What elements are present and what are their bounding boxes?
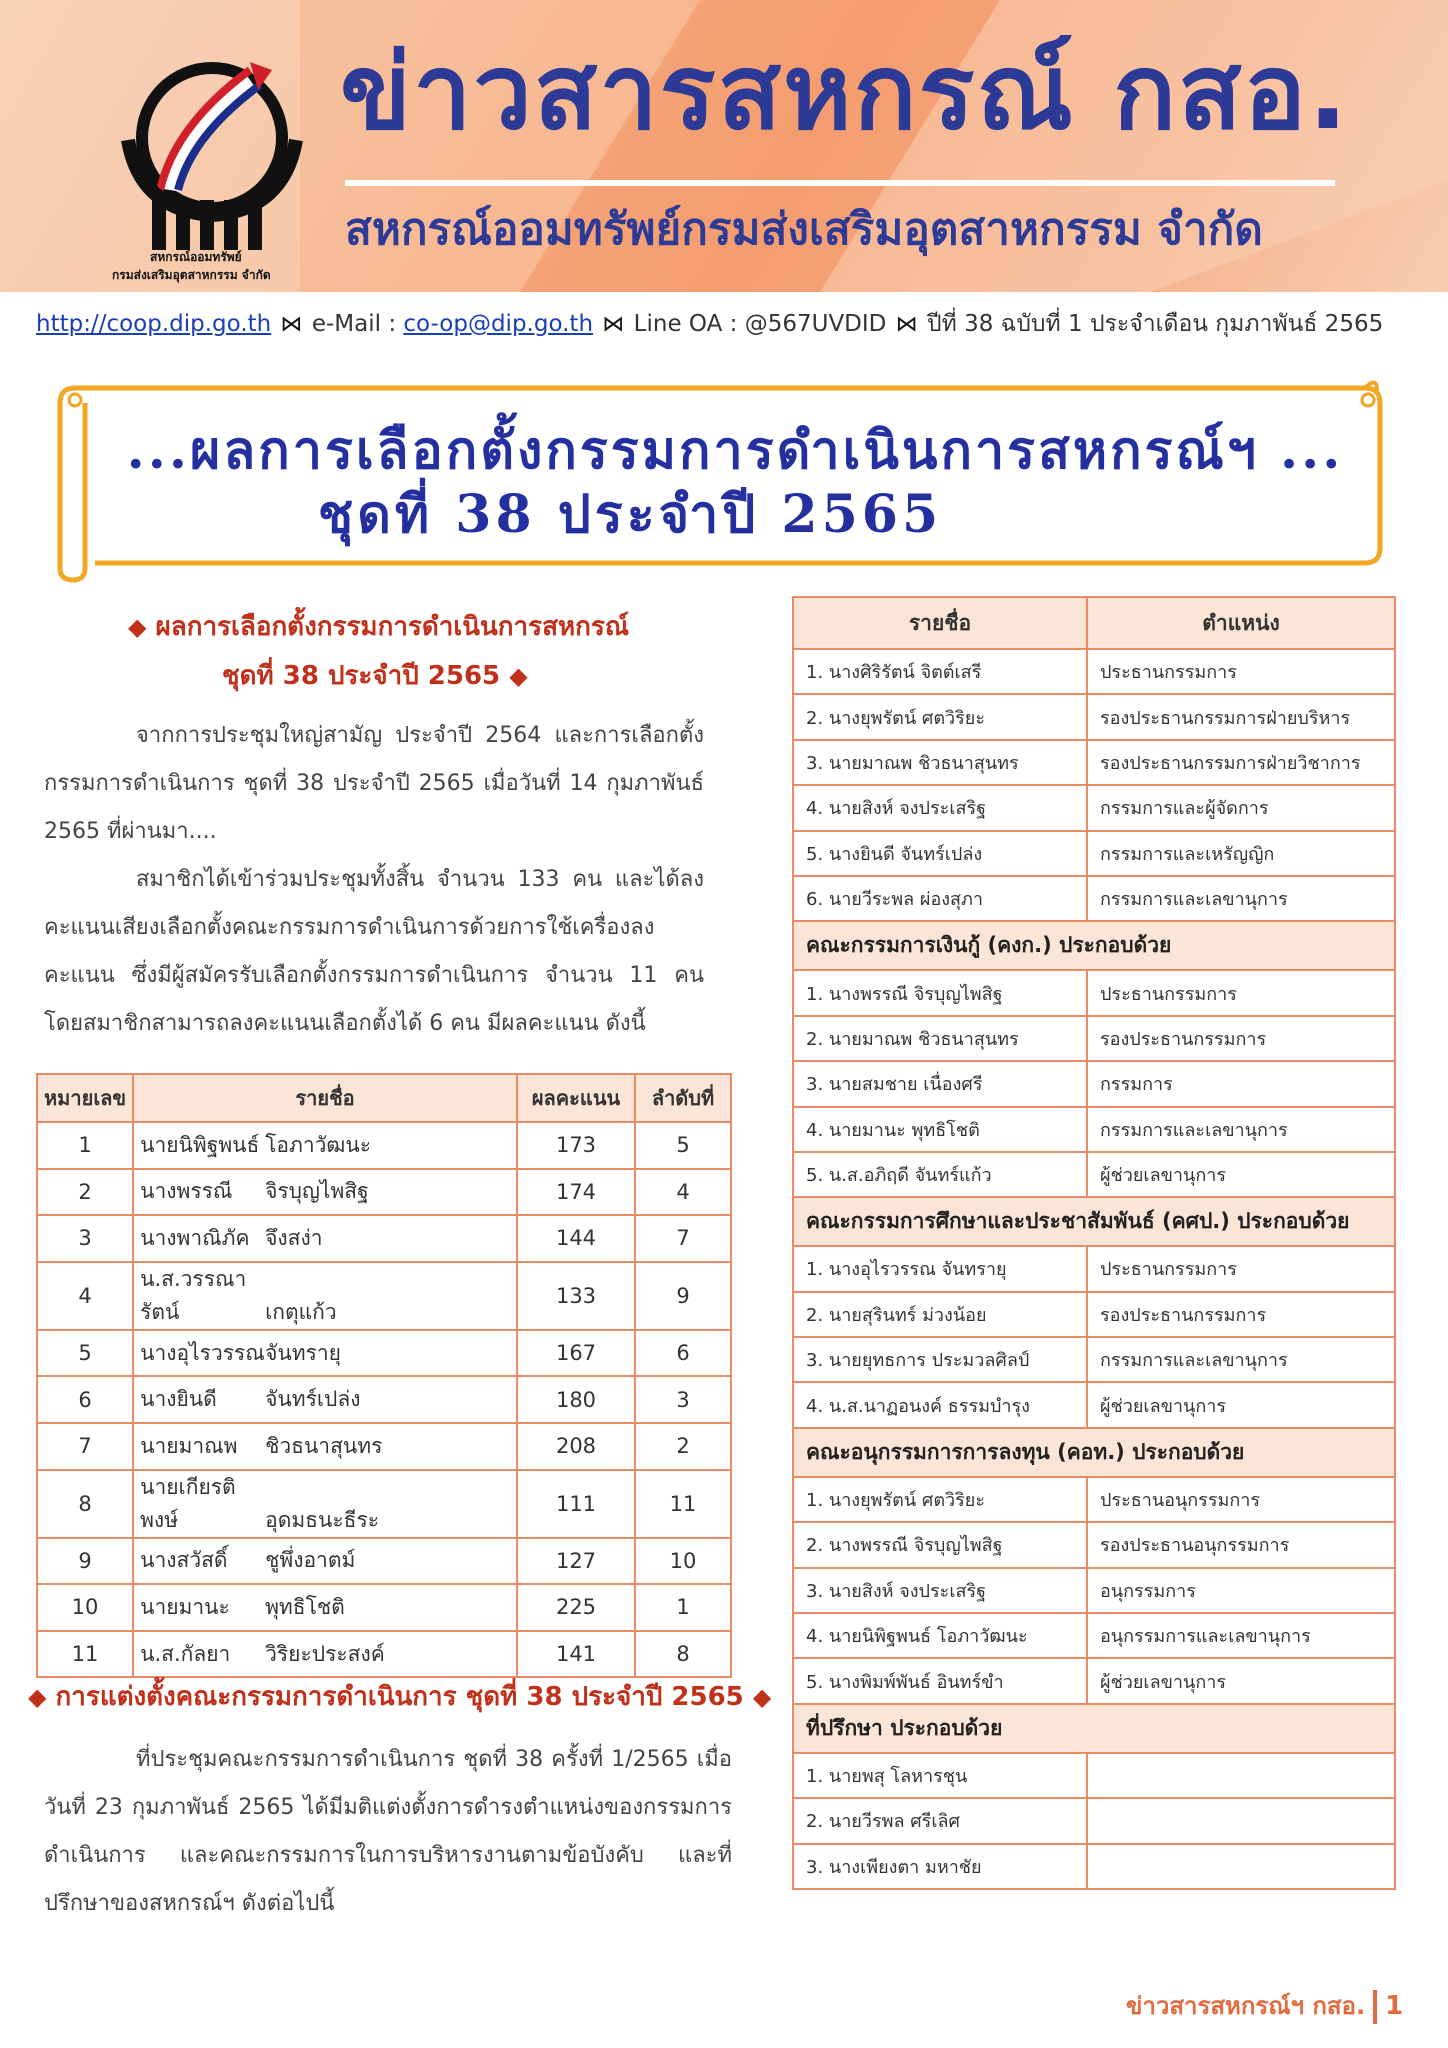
election-heading bbox=[128, 606, 629, 647]
candidate-rank: 3 bbox=[635, 1376, 731, 1423]
group-header-row bbox=[793, 1704, 1395, 1753]
candidate-name bbox=[133, 1169, 517, 1216]
results-table bbox=[36, 1073, 732, 1678]
member-name: 2. นางยุพรัตน์ ศตวิริยะ bbox=[793, 694, 1087, 739]
table-row bbox=[793, 1337, 1395, 1382]
committee-table bbox=[792, 596, 1396, 1890]
member-name: 2. นายสุรินทร์ ม่วงน้อย bbox=[793, 1292, 1087, 1337]
election-paragraphs bbox=[44, 712, 704, 1048]
table-row bbox=[793, 1477, 1395, 1522]
candidate-firstname: น.ส.วรรณารัตน์ bbox=[140, 1266, 247, 1324]
member-position: รองประธานกรรมการ bbox=[1087, 1292, 1395, 1337]
appointment-heading-text: การแต่งตั้งคณะกรรมการดำเนินการ ชุดที่ 38 ประจำปี 2565 bbox=[55, 1682, 744, 1712]
candidate-surname: อุดมธนะธีระ bbox=[265, 1507, 380, 1532]
group-header-row bbox=[793, 921, 1395, 970]
candidate-number: 8 bbox=[37, 1470, 133, 1538]
candidate-score: 208 bbox=[517, 1423, 635, 1470]
member-position: ประธานกรรมการ bbox=[1087, 1246, 1395, 1291]
candidate-score: 144 bbox=[517, 1215, 635, 1262]
member-position: ประธานกรรมการ bbox=[1087, 649, 1395, 694]
table-row bbox=[37, 1376, 731, 1423]
candidate-rank: 10 bbox=[635, 1538, 731, 1585]
candidate-rank: 4 bbox=[635, 1169, 731, 1216]
table-row bbox=[793, 1382, 1395, 1427]
candidate-surname: จันทร์เปล่ง bbox=[265, 1387, 361, 1412]
table-row bbox=[793, 1658, 1395, 1703]
bow-icon: ⋈ bbox=[280, 312, 303, 337]
committee-body bbox=[793, 649, 1395, 1889]
member-position: กรรมการและเลขานุการ bbox=[1087, 1337, 1395, 1382]
candidate-surname: โอภาวัฒนะ bbox=[265, 1132, 372, 1157]
table-row bbox=[37, 1215, 731, 1262]
candidate-firstname: นายเกียรติพงษ์ bbox=[140, 1474, 236, 1532]
candidate-name bbox=[133, 1584, 517, 1631]
member-name: 1. นายพสุ โลหารชุน bbox=[793, 1753, 1087, 1798]
candidate-firstname: นางสวัสดิ์ bbox=[140, 1548, 228, 1573]
candidate-firstname: นายนิพิฐพนธ์ bbox=[140, 1132, 260, 1157]
table-row bbox=[793, 694, 1395, 739]
member-position: กรรมการและเลขานุการ bbox=[1087, 1107, 1395, 1152]
group-title: คณะกรรมการเงินกู้ (คงก.) ประกอบด้วย bbox=[793, 921, 1395, 970]
election-para-1: จากการประชุมใหญ่สามัญ ประจำปี 2564 และการเลือกตั้งกรรมการดำเนินการ ชุดที่ 38 ประจำปี 2565 เมื่อวันที่ 14 กุมภาพันธ์ 2565 ที่ผ่านมา.... bbox=[44, 723, 704, 844]
candidate-score: 167 bbox=[517, 1330, 635, 1377]
member-name: 5. น.ส.อภิฤดี จันทร์แก้ว bbox=[793, 1152, 1087, 1197]
website-link[interactable]: http://coop.dip.go.th bbox=[36, 311, 272, 337]
appointment-paragraph bbox=[44, 1736, 732, 1928]
table-row bbox=[37, 1470, 731, 1538]
candidate-surname: พุทธิโชติ bbox=[265, 1594, 345, 1619]
diamond-icon: ◆ bbox=[509, 662, 528, 690]
table-row bbox=[793, 1613, 1395, 1658]
logo-caption-1: สหกรณ์ออมทรัพย์ bbox=[150, 250, 242, 264]
table-row bbox=[793, 1798, 1395, 1843]
election-para-2: สมาชิกได้เข้าร่วมประชุมทั้งสิ้น จำนวน 133 คน และได้ลงคะแนนเสียงเลือกตั้งคณะกรรมการดำเนินการด้วยการใช้เครื่องลงคะแนน ซึ่งมีผู้สมัครรับเลือกตั้งกรรมการดำเนินการ จำนวน 11 คน โดยสมาชิกสามารถลงคะแนนเลือกตั้งได้ 6 คน มีผลคะแนน ดังนี้ bbox=[44, 867, 704, 1036]
candidate-number: 3 bbox=[37, 1215, 133, 1262]
candidate-firstname: นางอุไรวรรณ bbox=[140, 1340, 265, 1365]
member-position bbox=[1087, 1753, 1395, 1798]
member-name: 2. นายมาณพ ชิวธนาสุนทร bbox=[793, 1016, 1087, 1061]
member-name: 4. นายสิงห์ จงประเสริฐ bbox=[793, 785, 1087, 830]
table-row bbox=[37, 1423, 731, 1470]
candidate-firstname: นายมาณพ bbox=[140, 1433, 238, 1458]
candidate-score: 141 bbox=[517, 1631, 635, 1678]
group-header-row bbox=[793, 1428, 1395, 1477]
candidate-number: 4 bbox=[37, 1262, 133, 1330]
election-heading-text: ผลการเลือกตั้งกรรมการดำเนินการสหกรณ์ bbox=[155, 612, 629, 642]
member-name: 3. นายสมชาย เนื่องศรี bbox=[793, 1061, 1087, 1106]
candidate-surname: จิรบุญไพสิฐ bbox=[265, 1179, 369, 1204]
group-header-row bbox=[793, 1197, 1395, 1246]
candidate-name bbox=[133, 1376, 517, 1423]
col-committee-position: ตำแหน่ง bbox=[1087, 597, 1395, 649]
table-row bbox=[37, 1330, 731, 1377]
member-name: 4. นายนิพิฐพนธ์ โอภาวัฒนะ bbox=[793, 1613, 1087, 1658]
member-name: 1. นางยุพรัตน์ ศตวิริยะ bbox=[793, 1477, 1087, 1522]
member-name: 3. นายยุทธการ ประมวลศิลป์ bbox=[793, 1337, 1087, 1382]
table-row bbox=[793, 1016, 1395, 1061]
committee-header-row bbox=[793, 597, 1395, 649]
email-label: e-Mail : bbox=[311, 311, 397, 337]
member-position: รองประธานกรรมการฝ่ายบริหาร bbox=[1087, 694, 1395, 739]
col-name: รายชื่อ bbox=[133, 1074, 517, 1122]
diamond-icon: ◆ bbox=[128, 613, 147, 641]
group-title: ที่ปรึกษา ประกอบด้วย bbox=[793, 1704, 1395, 1753]
member-position: กรรมการและเหรัญญิก bbox=[1087, 831, 1395, 876]
footer-divider bbox=[1373, 1990, 1377, 2024]
table-row bbox=[793, 970, 1395, 1015]
table-row bbox=[793, 649, 1395, 694]
member-position: กรรมการ bbox=[1087, 1061, 1395, 1106]
member-name: 1. นางพรรณี จิรบุญไพสิฐ bbox=[793, 970, 1087, 1015]
candidate-rank: 7 bbox=[635, 1215, 731, 1262]
table-row bbox=[37, 1631, 731, 1678]
table-row bbox=[793, 1753, 1395, 1798]
member-position: รองประธานอนุกรรมการ bbox=[1087, 1522, 1395, 1567]
candidate-score: 133 bbox=[517, 1262, 635, 1330]
member-position bbox=[1087, 1798, 1395, 1843]
newsletter-title: ข่าวสารสหกรณ์ กสอ. bbox=[340, 31, 1350, 153]
appointment-heading bbox=[28, 1676, 771, 1717]
table-row bbox=[37, 1122, 731, 1169]
page-number: 1 bbox=[1385, 1991, 1404, 2021]
banner-title-line2: ชุดที่ 38 ประจำปี 2565 bbox=[317, 484, 943, 545]
election-heading-text-2: ชุดที่ 38 ประจำปี 2565 bbox=[222, 661, 501, 691]
member-name: 3. นางเพียงตา มหาชัย bbox=[793, 1844, 1087, 1889]
candidate-rank: 2 bbox=[635, 1423, 731, 1470]
candidate-firstname: นางพาณิภัค bbox=[140, 1225, 250, 1250]
candidate-rank: 11 bbox=[635, 1470, 731, 1538]
table-row bbox=[793, 1152, 1395, 1197]
candidate-name bbox=[133, 1262, 517, 1330]
results-header-row bbox=[37, 1074, 731, 1122]
member-name: 2. นางพรรณี จิรบุญไพสิฐ bbox=[793, 1522, 1087, 1567]
candidate-firstname: น.ส.กัลยา bbox=[140, 1641, 231, 1666]
candidate-name bbox=[133, 1330, 517, 1377]
member-position: ผู้ช่วยเลขานุการ bbox=[1087, 1382, 1395, 1427]
candidate-number: 11 bbox=[37, 1631, 133, 1678]
table-row bbox=[793, 1844, 1395, 1889]
candidate-score: 111 bbox=[517, 1470, 635, 1538]
appointment-para: ที่ประชุมคณะกรรมการดำเนินการ ชุดที่ 38 ครั้งที่ 1/2565 เมื่อวันที่ 23 กุมภาพันธ์ 2565 ได้มีมติแต่งตั้งการดำรงตำแหน่งของกรรมการดำเนินการ และคณะกรรมการในการบริหารงานตามข้อบังคับ และที่ปรึกษาของสหกรณ์ฯ ดังต่อไปนี้ bbox=[44, 1747, 732, 1916]
candidate-score: 225 bbox=[517, 1584, 635, 1631]
diamond-icon: ◆ bbox=[752, 1683, 772, 1711]
candidate-score: 180 bbox=[517, 1376, 635, 1423]
group-title: คณะอนุกรรมการการลงทุน (คอท.) ประกอบด้วย bbox=[793, 1428, 1395, 1477]
candidate-rank: 5 bbox=[635, 1122, 731, 1169]
member-name: 5. นางยินดี จันทร์เปล่ง bbox=[793, 831, 1087, 876]
candidate-number: 6 bbox=[37, 1376, 133, 1423]
candidate-score: 174 bbox=[517, 1169, 635, 1216]
col-rank: ลำดับที่ bbox=[635, 1074, 731, 1122]
member-name: 3. นายมาณพ ชิวธนาสุนทร bbox=[793, 740, 1087, 785]
candidate-surname: ชิวธนาสุนทร bbox=[265, 1433, 383, 1458]
candidate-surname: จึงสง่า bbox=[265, 1225, 323, 1250]
member-name: 2. นายวีรพล ศรีเลิศ bbox=[793, 1798, 1087, 1843]
candidate-rank: 8 bbox=[635, 1631, 731, 1678]
member-position: ประธานอนุกรรมการ bbox=[1087, 1477, 1395, 1522]
candidate-number: 5 bbox=[37, 1330, 133, 1377]
table-row bbox=[37, 1169, 731, 1216]
table-row bbox=[793, 876, 1395, 921]
member-name: 4. นายมานะ พุทธิโชติ bbox=[793, 1107, 1087, 1152]
table-row bbox=[37, 1538, 731, 1585]
candidate-firstname: นางยินดี bbox=[140, 1387, 217, 1412]
banner-title-line1: ...ผลการเลือกตั้งกรรมการดำเนินการสหกรณ์ฯ ... bbox=[126, 420, 1344, 481]
member-position: รองประธานกรรมการฝ่ายวิชาการ bbox=[1087, 740, 1395, 785]
member-position bbox=[1087, 1844, 1395, 1889]
candidate-number: 1 bbox=[37, 1122, 133, 1169]
election-heading-2 bbox=[222, 655, 528, 696]
table-row bbox=[793, 1292, 1395, 1337]
candidate-number: 2 bbox=[37, 1169, 133, 1216]
member-position: รองประธานกรรมการ bbox=[1087, 1016, 1395, 1061]
table-row bbox=[37, 1262, 731, 1330]
table-row bbox=[793, 1061, 1395, 1106]
candidate-firstname: นางพรรณี bbox=[140, 1179, 233, 1204]
candidate-rank: 6 bbox=[635, 1330, 731, 1377]
diamond-icon: ◆ bbox=[28, 1683, 47, 1711]
member-position: ประธานกรรมการ bbox=[1087, 970, 1395, 1015]
member-name: 1. นางศิริรัตน์ จิตต์เสรี bbox=[793, 649, 1087, 694]
line-oa: Line OA : @567UVDID bbox=[633, 311, 887, 337]
col-committee-name: รายชื่อ bbox=[793, 597, 1087, 649]
footer-label: ข่าวสารสหกรณ์ฯ กสอ. bbox=[1126, 1992, 1366, 2020]
col-number: หมายเลข bbox=[37, 1074, 133, 1122]
contact-line bbox=[36, 308, 1436, 341]
member-name: 1. นางอุไรวรรณ จันทรายุ bbox=[793, 1246, 1087, 1291]
bow-icon: ⋈ bbox=[602, 312, 625, 337]
table-row bbox=[793, 1107, 1395, 1152]
member-name: 3. นายสิงห์ จงประเสริฐ bbox=[793, 1568, 1087, 1613]
candidate-name bbox=[133, 1631, 517, 1678]
coop-logo bbox=[100, 40, 320, 290]
member-position: กรรมการและเลขานุการ bbox=[1087, 876, 1395, 921]
candidate-name bbox=[133, 1215, 517, 1262]
candidate-name bbox=[133, 1423, 517, 1470]
candidate-rank: 1 bbox=[635, 1584, 731, 1631]
candidate-number: 9 bbox=[37, 1538, 133, 1585]
page-footer bbox=[1126, 1986, 1403, 2025]
group-title: คณะกรรมการศึกษาและประชาสัมพันธ์ (คศป.) ประกอบด้วย bbox=[793, 1197, 1395, 1246]
candidate-number: 10 bbox=[37, 1584, 133, 1631]
candidate-number: 7 bbox=[37, 1423, 133, 1470]
member-position: ผู้ช่วยเลขานุการ bbox=[1087, 1152, 1395, 1197]
col-score: ผลคะแนน bbox=[517, 1074, 635, 1122]
table-row bbox=[793, 1246, 1395, 1291]
candidate-rank: 9 bbox=[635, 1262, 731, 1330]
candidate-score: 173 bbox=[517, 1122, 635, 1169]
candidate-name bbox=[133, 1470, 517, 1538]
member-position: อนุกรรมการ bbox=[1087, 1568, 1395, 1613]
bow-icon: ⋈ bbox=[895, 312, 918, 337]
logo-caption-2: กรมส่งเสริมอุตสาหกรรม จำกัด bbox=[112, 268, 271, 282]
candidate-name bbox=[133, 1122, 517, 1169]
member-name: 5. นางพิมพ์พันธ์ อินทร์ขำ bbox=[793, 1658, 1087, 1703]
table-row bbox=[793, 831, 1395, 876]
candidate-surname: วิริยะประสงค์ bbox=[265, 1641, 385, 1666]
header-banner bbox=[0, 0, 1448, 292]
title-divider bbox=[345, 180, 1335, 186]
table-row bbox=[793, 1522, 1395, 1567]
member-name: 6. นายวีระพล ผ่องสุภา bbox=[793, 876, 1087, 921]
candidate-name bbox=[133, 1538, 517, 1585]
member-position: อนุกรรมการและเลขานุการ bbox=[1087, 1613, 1395, 1658]
candidate-surname: เกตุแก้ว bbox=[265, 1299, 337, 1324]
member-name: 4. น.ส.นาฏอนงค์ ธรรมบำรุง bbox=[793, 1382, 1087, 1427]
table-row bbox=[793, 1568, 1395, 1613]
email-link[interactable]: co-op@dip.go.th bbox=[403, 311, 594, 337]
candidate-surname: จันทรายุ bbox=[265, 1340, 341, 1365]
candidate-score: 127 bbox=[517, 1538, 635, 1585]
newsletter-subtitle: สหกรณ์ออมทรัพย์กรมส่งเสริมอุตสาหกรรม จำกัด bbox=[345, 204, 1263, 255]
issue-info: ปีที่ 38 ฉบับที่ 1 ประจำเดือน กุมภาพันธ์ 2565 bbox=[927, 311, 1384, 337]
member-position: ผู้ช่วยเลขานุการ bbox=[1087, 1658, 1395, 1703]
table-row bbox=[793, 785, 1395, 830]
table-row bbox=[37, 1584, 731, 1631]
candidate-surname: ชูพึ่งอาตม์ bbox=[265, 1548, 356, 1573]
table-row bbox=[793, 740, 1395, 785]
member-position: กรรมการและผู้จัดการ bbox=[1087, 785, 1395, 830]
results-body bbox=[37, 1122, 731, 1677]
candidate-firstname: นายมานะ bbox=[140, 1594, 230, 1619]
